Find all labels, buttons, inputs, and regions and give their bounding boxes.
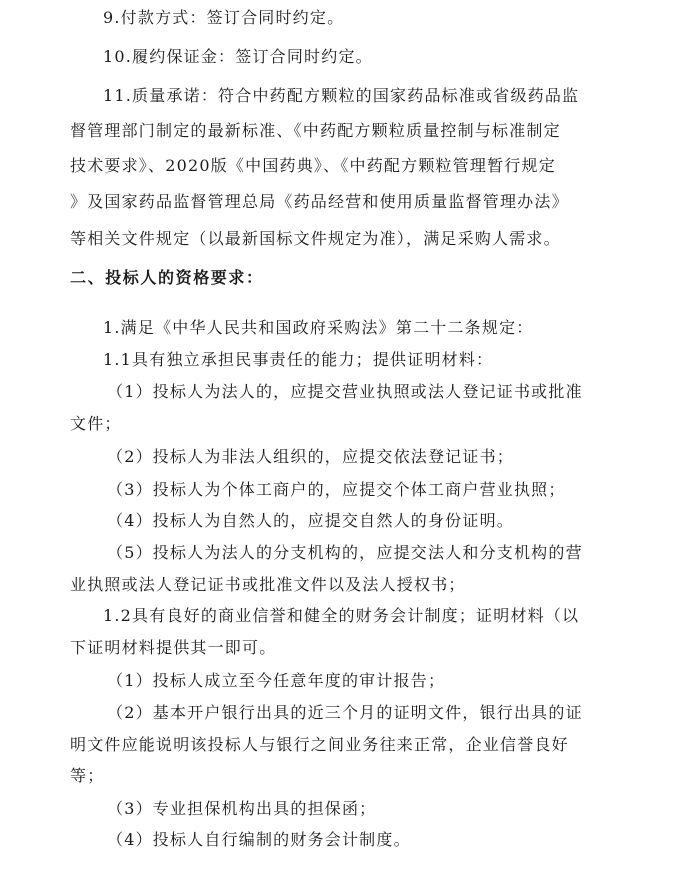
requirement-1-1-item-5-line-2: 业执照或法人登记证书或批准文件以及法人授权书； <box>70 575 466 594</box>
requirement-1-2-item-2-line-3: 等； <box>70 766 105 785</box>
requirement-1-2-item-4: （4）投标人自行编制的财务会计制度。 <box>107 830 411 849</box>
clause-11-quality-line-2: 督管理部门制定的最新标准、《中药配方颗粒质量控制与标准制定 <box>70 121 561 140</box>
requirement-1-1: 1.1具有独立承担民事责任的能力；提供证明材料： <box>103 350 494 369</box>
requirement-1-2-item-2-line-1: （2）基本开户银行出具的近三个月的证明文件，银行出具的证 <box>107 703 583 722</box>
requirement-1-2-item-2-line-2: 明文件应能说明该投标人与银行之间业务往来正常，企业信誉良好 <box>70 735 569 754</box>
clause-11-quality-line-4: 》及国家药品监督管理总局《药品经营和使用质量监督管理办法》 <box>70 192 569 211</box>
requirement-1-1-item-1-line-1: （1）投标人为法人的，应提交营业执照或法人登记证书或批准 <box>107 382 583 401</box>
section-heading-qualifications: 二、投标人的资格要求： <box>70 268 264 287</box>
clause-10-deposit: 10.履约保证金：签订合同时约定。 <box>103 47 373 66</box>
requirement-1: 1.满足《中华人民共和国政府采购法》第二十二条规定： <box>103 318 534 337</box>
requirement-1-2-line-1: 1.2具有良好的商业信誉和健全的财务会计制度；证明材料（以 <box>103 606 580 625</box>
clause-9-payment: 9.付款方式：签订合同时约定。 <box>103 8 345 27</box>
clause-11-quality-line-5: 等相关文件规定（以最新国标文件规定为准），满足采购人需求。 <box>70 229 561 248</box>
requirement-1-2-item-1: （1）投标人成立至今任意年度的审计报告； <box>107 671 446 690</box>
requirement-1-2-line-2: 下证明材料提供其一即可。 <box>70 638 277 657</box>
requirement-1-1-item-4: （4）投标人为自然人的，应提交自然人的身份证明。 <box>107 511 514 530</box>
requirement-1-1-item-2: （2）投标人为非法人组织的，应提交依法登记证书； <box>107 447 514 466</box>
requirement-1-2-item-3: （3）专业担保机构出具的担保函； <box>107 799 377 818</box>
clause-11-quality-line-3: 技术要求》、2020版《中国药典》、《中药配方颗粒管理暂行规定 <box>70 156 556 175</box>
clause-11-quality-line-1: 11.质量承诺：符合中药配方颗粒的国家药品标准或省级药品监 <box>103 86 580 105</box>
requirement-1-1-item-5-line-1: （5）投标人为法人的分支机构的，应提交法人和分支机构的营 <box>107 543 583 562</box>
requirement-1-1-item-1-line-2: 文件； <box>70 414 122 433</box>
requirement-1-1-item-3: （3）投标人为个体工商户的，应提交个体工商户营业执照； <box>107 480 566 499</box>
